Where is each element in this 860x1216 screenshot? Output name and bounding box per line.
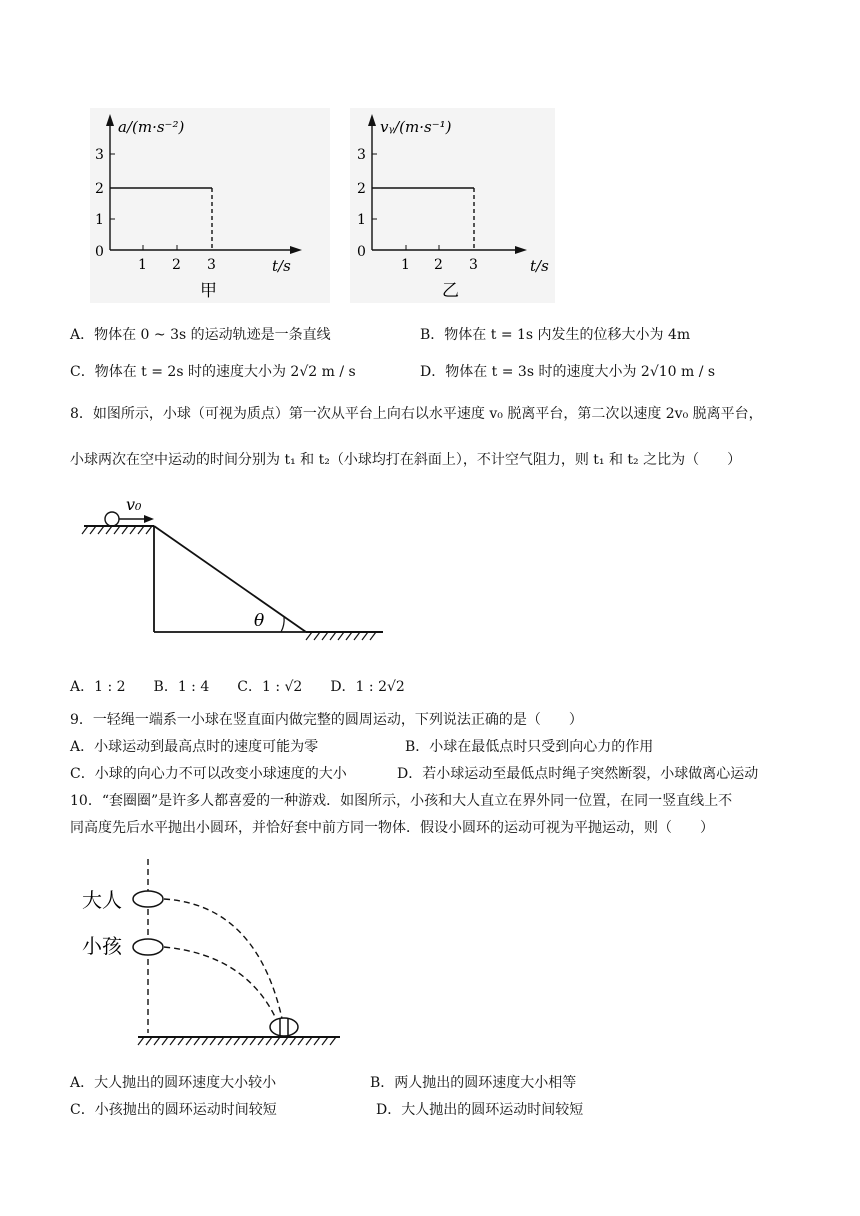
q7-option-d: D．物体在 t = 3s 时的速度大小为 2√10 m / s [420,364,716,380]
graph-jia-xtick-1: 1 [138,257,147,273]
graph-yi-caption: 乙 [442,281,459,301]
q8-stem-line1: 8．如图所示，小球（可视为质点）第一次从平台上向右以水平速度 v₀ 脱离平台，第二次以速度 2v₀ 脱离平台， [70,406,763,422]
q8-stem-line2: 小球两次在空中运动的时间分别为 t₁ 和 t₂（小球均打在斜面上），不计空气阻力，则 t₁ 和 t₂ 之比为（ ） [70,452,742,468]
q8-fig-theta: θ [254,611,265,631]
q8-incline-figure [78,492,388,652]
graph-jia [90,108,330,303]
q9-option-d: D．若小球运动至最低点时绳子突然断裂，小球做离心运动 [397,766,759,782]
q10-option-d: D．大人抛出的圆环运动时间较短 [376,1102,584,1118]
q10-option-a: A．大人抛出的圆环速度大小较小 [70,1075,277,1091]
q7-option-a: A．物体在 0 ~ 3s 的运动轨迹是一条直线 [70,327,331,343]
q10-ring-toss-figure [78,855,348,1055]
q7-option-c: C．物体在 t = 2s 时的速度大小为 2√2 m / s [70,364,356,380]
graph-jia-ytick-1: 1 [95,212,104,228]
q9-option-a: A．小球运动到最高点时的速度可能为零 [70,739,319,755]
q9-stem: 9．一轻绳一端系一小球在竖直面内做完整的圆周运动，下列说法正确的是（ ） [70,712,583,728]
q10-stem-line1: 10．“套圈圈”是许多人都喜爱的一种游戏．如图所示，小孩和大人直立在界外同一位置，在同一竖直线上不 [70,793,733,809]
graph-jia-ytick-3: 3 [95,147,104,163]
child-ring-icon [133,939,163,955]
target-object-icon [270,1018,298,1036]
graph-yi-ytick-2: 2 [357,181,366,197]
graph-yi-ylabel: vᵧ/(m·s⁻¹) [380,118,452,136]
graph-yi-ytick-1: 1 [357,212,366,228]
q7-option-b: B．物体在 t = 1s 内发生的位移大小为 4m [420,327,691,343]
graph-yi-ytick-3: 3 [357,147,366,163]
graph-jia-ytick-2: 2 [95,181,104,197]
graph-jia-xlabel: t/s [272,257,291,275]
graph-yi-xtick-2: 2 [434,257,443,273]
graph-jia-origin: 0 [95,244,104,260]
q9-option-c: C．小球的向心力不可以改变小球速度的大小 [70,766,347,782]
graph-jia-ylabel: a/(m·s⁻²) [118,118,185,136]
q10-fig-adult: 大人 [82,888,122,912]
ball-icon [105,512,119,526]
graph-jia-xtick-2: 2 [172,257,181,273]
graph-yi-xtick-1: 1 [401,257,410,273]
graph-jia-caption: 甲 [200,281,217,301]
q10-stem-line2: 同高度先后水平抛出小圆环，并恰好套中前方同一物体．假设小圆环的运动可视为平抛运动，则（ ） [70,820,714,836]
adult-ring-icon [133,891,163,907]
q10-option-c: C．小孩抛出的圆环运动时间较短 [70,1102,277,1118]
graph-jia-xtick-3: 3 [207,257,216,273]
graph-yi-origin: 0 [357,244,366,260]
q10-option-b: B．两人抛出的圆环速度大小相等 [370,1075,577,1091]
q8-options: A．1 : 2 B．1 : 4 C．1 : √2 D．1 : 2√2 [70,679,405,695]
graph-yi-xtick-3: 3 [469,257,478,273]
q8-fig-v0: v₀ [126,495,142,514]
q9-option-b: B．小球在最低点时只受到向心力的作用 [405,739,654,755]
graph-yi [350,108,555,303]
q10-fig-child: 小孩 [82,934,122,958]
graph-yi-xlabel: t/s [530,257,549,275]
